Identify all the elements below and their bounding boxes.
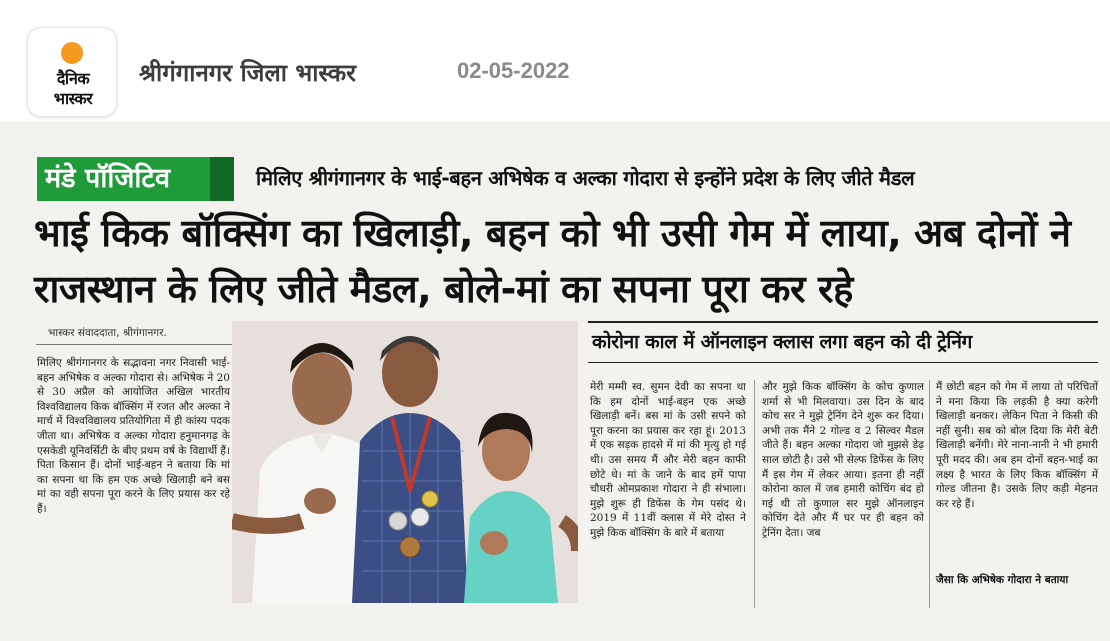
badge-tail-decoration [210,157,234,201]
article-column-2: मेरी मम्मी स्व. सुमन देवी का सपना था कि हम दोनों भाई-बहन एक अच्छे खिलाड़ी बनें। बस मां के उसी सपने को पूरा करना का प्रयास कर रहा हूं। 2013 में एक सड़क हादसे में मां की मृत्यु हो गई थी। उस समय मैं और मेरी बहन काफी छोटे थे। मां के जाने के बाद हमें पापा चौधरी ओमप्रकाश गोदारा ने ही संभाला। मुझे शुरू ही डिफेंस के गेम पसंद थे। 2019 में 11वीं क्लास में मेरे दोस्त ने मुझे किक बॉक्सिंग के बारे में बताया [590,381,746,539]
logo-text-line1: दैनिक [56,69,90,88]
dainik-bhaskar-logo[interactable] [27,27,117,117]
column-divider [929,380,930,608]
app-header [0,0,1110,122]
article-headline: भाई किक बॉक्सिंग का खिलाड़ी, बहन को भी उसी गेम में लाया, अब दोनों ने राजस्थान के लिए जीते मैडल, बोले-मां का सपना पूरा कर रहे [34,211,1071,311]
article-column-1: मिलिए श्रीगंगानगर के सद्भावना नगर निवासी भाई-बहन अभिषेक व अल्का गोदारा से। अभिषेक ने 20 से 30 अप्रैल को आयोजित अखिल भारतीय विश्वविद्यालय किक बॉक्सिंग में रजत और अल्का ने मार्च में विश्वविद्यालय प्रतियोगिता में ही कांस्य पदक जीता था। अभिषेक व अल्का गोदारा हनुमानगढ़ के एसकेडी यूनिवर्सिटी के बीए प्रथम वर्ष के विद्यार्थी हैं। पिता किसान हैं। दोनों भाई-बहन ने बताया कि मां का सपना था कि हम एक अच्छे खिलाड़ी बने बस मां का वही सपना पूरा करने के लिए प्रयास कर रहे हैं। [37,357,230,515]
article-column-4: मैं छोटी बहन को गेम में लाया तो परिचितों ने मना किया कि लड़की है क्या करेगी खिलाड़ी बनकर। लेकिन पिता ने किसी की नहीं सुनी। सब को बोल दिया कि मेरी बेटी खिलाड़ी बनेंगी। मेरे नाना-नानी ने भी हमारी पूरी मदद की। अब हम दोनों बहन-भाई का लक्ष्य है भारत के लिए किक बॉक्सिंग में गोल्ड जीतना है। उसके लिए कड़ी मेहनत कर रहे हैं। [936,381,1098,510]
section-badge: मंडे पॉजिटिव [37,157,234,201]
article-byline: भास्कर संवाददाता, श्रीगंगानगर. [48,327,167,339]
article-photo [232,321,578,603]
article-subheading: कोरोना काल में ऑनलाइन क्लास लगा बहन को दी ट्रेनिंग [592,331,972,353]
photo-illustration [232,321,578,603]
byline-divider [36,344,232,345]
edition-date: 02-05-2022 [457,58,570,83]
subhead-bottom-rule [588,362,1098,363]
article-attribution: जैसा कि अभिषेक गोदारा ने बताया [936,574,1069,586]
article-column-3: और मुझे किक बॉक्सिंग के कोच कुणाल शर्मा से भी मिलवाया। उस दिन के बाद कोच सर ने मुझे ट्रेनिंग देने शुरू कर दिया। अभी तक मैंने 2 गोल्ड व 2 सिल्वर मैडल जीते हैं। बहन अल्का गोदारा जो मुझसे डेढ़ साल छोटी है। उसे भी सेल्फ डिफेंस के लिए मैं इस गेम में लेकर आया। इतना ही नहीं कोरोना काल में जब हमारी कोचिंग बंद हो गई थी तो कुणाल सर मुझे ऑनलाइन कोचिंग देते और मैं घर पर ही बहन को ट्रेनिंग देता। जब [762,381,924,539]
article-kicker: मिलिए श्रीगंगानगर के भाई-बहन अभिषेक व अल्का गोदारा से इन्होंने प्रदेश के लिए जीते मैडल [256,166,915,190]
newspaper-clipping [0,122,1110,641]
logo-text-line2: भास्कर [53,89,93,108]
subhead-top-rule [588,321,1098,323]
sun-logo-icon [61,42,83,64]
edition-title: श्रीगंगानगर जिला भास्कर [139,59,356,87]
column-divider [754,380,755,608]
